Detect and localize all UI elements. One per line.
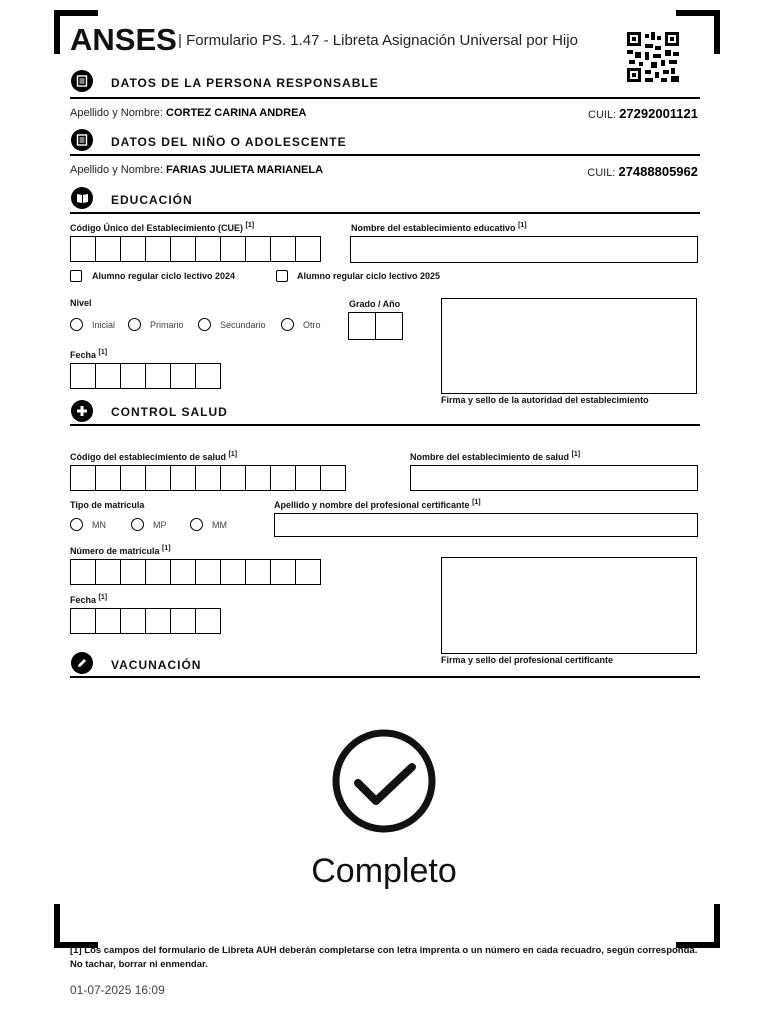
qr-code-icon (627, 32, 679, 82)
section-title-salud: CONTROL SALUD (111, 405, 228, 419)
radio-matricula-mn[interactable] (70, 518, 83, 531)
note-ref: [1] (472, 499, 481, 506)
grado-label: Grado / Año (349, 299, 401, 309)
nino-name-row (70, 164, 323, 176)
numero-matricula-label-text: Número de matrícula (70, 546, 160, 556)
grado-input[interactable] (348, 312, 402, 340)
section-divider (70, 97, 700, 99)
cue-label-text: Código Único del Establecimiento (CUE) (70, 223, 244, 233)
responsable-cuil-label: CUIL: (588, 109, 617, 121)
fecha-label-educacion (70, 349, 107, 360)
radio-nivel-otro-label: Otro (303, 320, 321, 330)
section-title-educacion: EDUCACIÓN (111, 193, 193, 207)
document-icon (71, 70, 93, 92)
codigo-salud-label (70, 451, 237, 462)
profesional-label (274, 499, 481, 510)
scan-frame-corner-top-right (676, 10, 720, 54)
fecha-label-text: Fecha (70, 595, 97, 605)
responsable-name-row (70, 107, 306, 119)
timestamp: 01-07-2025 16:09 (70, 983, 165, 997)
nino-cuil (587, 164, 698, 179)
radio-matricula-mn-label: MN (92, 520, 106, 530)
nombre-salud-label-text: Nombre del establecimiento de salud (410, 452, 570, 462)
numero-matricula-label (70, 545, 171, 556)
footer-note (70, 944, 710, 972)
radio-nivel-inicial[interactable] (70, 318, 83, 331)
note-ref: [1] (98, 349, 108, 356)
nombre-salud-label (410, 451, 580, 462)
note-ref: [1] (245, 222, 255, 229)
status-text: Completo (311, 852, 457, 890)
profesional-label-text: Apellido y nombre del profesional certificante (274, 500, 470, 510)
checkbox-ciclo-2025[interactable] (276, 270, 288, 282)
section-divider (70, 676, 700, 678)
responsable-name-value: CORTEZ CARINA ANDREA (166, 107, 307, 119)
radio-matricula-mp-label: MP (153, 520, 167, 530)
codigo-salud-input[interactable] (70, 465, 345, 491)
firma-establecimiento-label: Firma y sello de la autoridad del establecimiento (441, 395, 649, 405)
plus-icon (71, 400, 93, 422)
radio-nivel-otro[interactable] (281, 318, 294, 331)
fecha-label-salud (70, 594, 107, 605)
footer-note-ref: [1] (70, 945, 82, 956)
section-divider (70, 424, 700, 426)
checkbox-ciclo-2025-label: Alumno regular ciclo lectivo 2025 (297, 271, 441, 281)
radio-matricula-mm[interactable] (190, 518, 203, 531)
fecha-label-text: Fecha (70, 350, 97, 360)
responsable-cuil (588, 106, 698, 121)
section-title-vacunacion: VACUNACIÓN (111, 658, 202, 672)
radio-nivel-primario-label: Primario (150, 320, 184, 330)
radio-matricula-mp[interactable] (131, 518, 144, 531)
firma-establecimiento-box[interactable] (441, 298, 697, 394)
section-divider (70, 212, 700, 214)
checkbox-ciclo-2024[interactable] (70, 270, 82, 282)
codigo-salud-label-text: Código del establecimiento de salud (70, 452, 227, 462)
section-divider (70, 154, 700, 156)
pencil-icon (71, 652, 93, 674)
establecimiento-educativo-label-text: Nombre del establecimiento educativo (351, 223, 516, 233)
firma-profesional-label: Firma y sello del profesional certificante (441, 655, 614, 665)
note-ref: [1] (518, 222, 527, 229)
responsable-cuil-value: 27292001121 (619, 106, 698, 121)
anses-logo: ANSES (70, 22, 177, 57)
numero-matricula-input[interactable] (70, 559, 320, 585)
note-ref: [1] (571, 451, 581, 458)
establecimiento-educativo-input[interactable] (350, 236, 698, 263)
nino-cuil-label: CUIL: (587, 167, 616, 179)
nino-cuil-value: 27488805962 (618, 164, 698, 179)
profesional-input[interactable] (274, 513, 698, 537)
radio-nivel-secundario[interactable] (198, 318, 211, 331)
cue-label (70, 222, 254, 233)
nivel-label: Nivel (70, 298, 92, 308)
section-title-responsable: DATOS DE LA PERSONA RESPONSABLE (111, 76, 379, 90)
cue-input[interactable] (70, 236, 320, 262)
note-ref: [1] (98, 594, 108, 601)
firma-profesional-box[interactable] (441, 557, 697, 654)
nino-name-value: FARIAS JULIETA MARIANELA (166, 164, 324, 176)
fecha-input-salud[interactable] (70, 608, 220, 634)
note-ref: [1] (228, 451, 238, 458)
responsable-name-label: Apellido y Nombre: (70, 107, 163, 119)
document-icon (71, 129, 93, 151)
radio-matricula-mm-label: MM (212, 520, 227, 530)
fecha-input-educacion[interactable] (70, 363, 220, 389)
radio-nivel-primario[interactable] (128, 318, 141, 331)
scan-frame-corner-bottom-right (676, 904, 720, 948)
establecimiento-educativo-label (351, 222, 527, 233)
footer-note-text: Los campos del formulario de Libreta AUH deberán completarse con letra imprenta o un número en cada recuadro, según corresponda. No tachar, borrar ni enmendar. (70, 945, 698, 970)
tipo-matricula-label: Tipo de matrícula (70, 500, 145, 510)
checkbox-ciclo-2024-label: Alumno regular ciclo lectivo 2024 (92, 271, 236, 281)
nombre-salud-input[interactable] (410, 465, 698, 491)
form-title: | Formulario PS. 1.47 - Libreta Asignación Universal por Hijo (178, 32, 578, 49)
scan-frame-corner-bottom-left (54, 904, 98, 948)
radio-nivel-inicial-label: Inicial (92, 320, 116, 330)
checkmark-icon (330, 729, 438, 833)
book-icon (71, 187, 93, 209)
section-title-nino: DATOS DEL NIÑO O ADOLESCENTE (111, 135, 347, 149)
note-ref: [1] (162, 545, 171, 552)
nino-name-label: Apellido y Nombre: (70, 164, 163, 176)
radio-nivel-secundario-label: Secundario (220, 320, 266, 330)
